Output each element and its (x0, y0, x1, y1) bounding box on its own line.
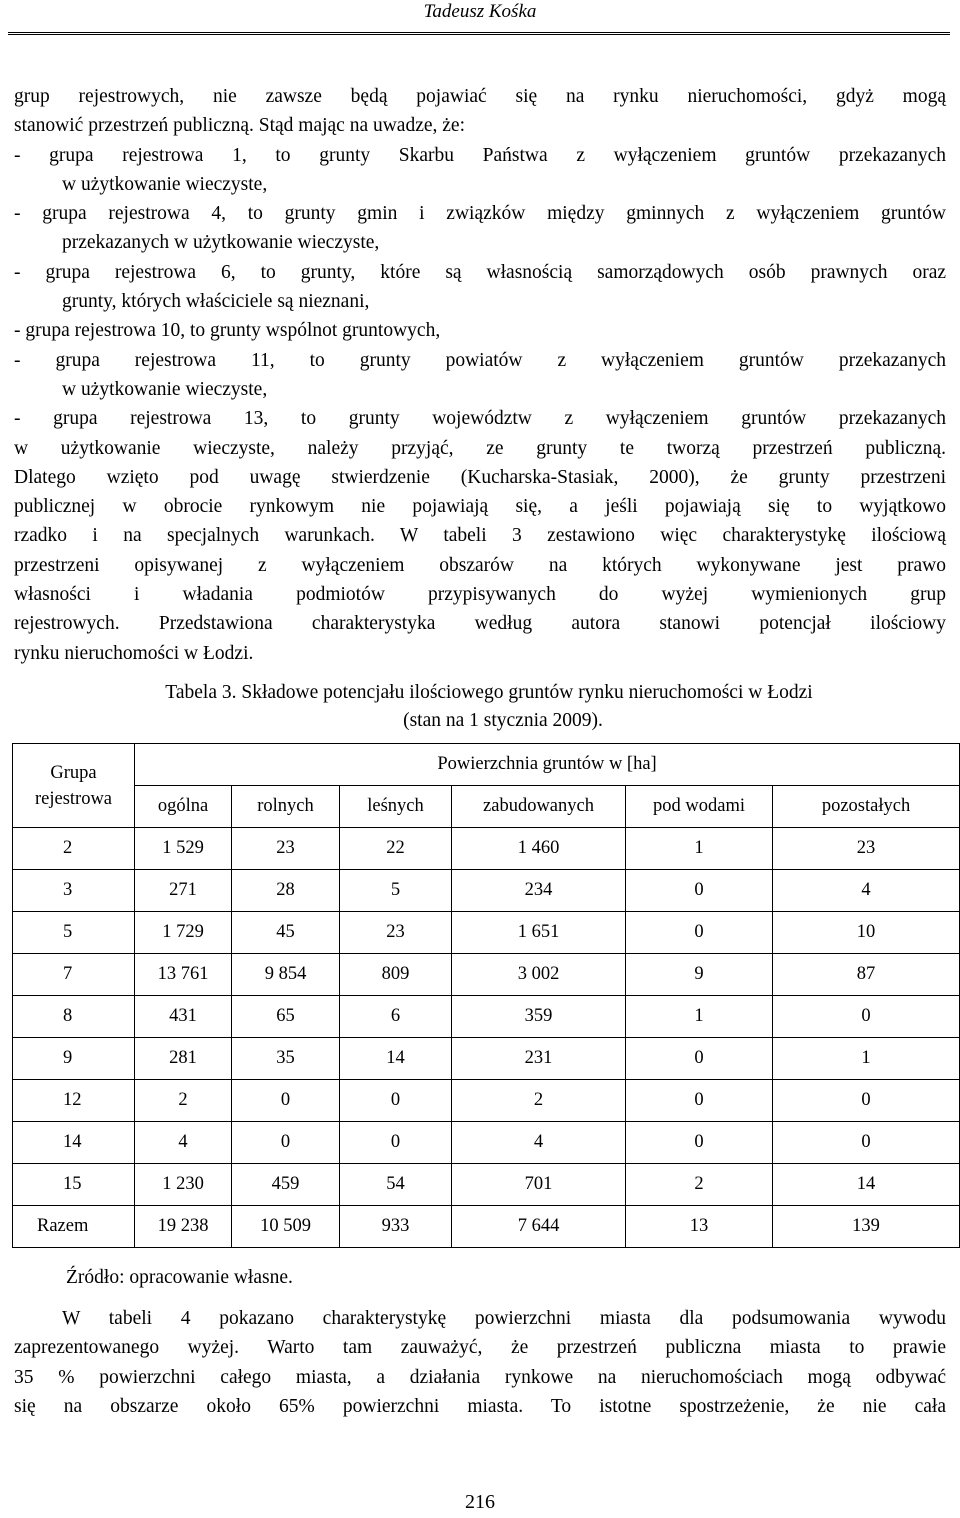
table-cell: 0 (626, 1122, 773, 1164)
table-cell: 0 (773, 996, 960, 1038)
table-cell: 4 (452, 1122, 626, 1164)
table-cell: 701 (452, 1164, 626, 1206)
table-caption-line2: (stan na 1 stycznia 2009). (403, 710, 603, 731)
text-line: w użytkowanie wieczyste, (62, 378, 268, 400)
text-line: - grupa rejestrowa 11, to grunty powiatów z wyłączeniem gruntów przekazanych (14, 349, 946, 371)
table-cell: 0 (232, 1080, 340, 1122)
table-row (13, 1206, 960, 1248)
table-cell: 2 (135, 1080, 232, 1122)
group-header-line2: rejestrowa (34, 788, 113, 809)
text-line: grunty, których właściciele są nieznani, (62, 291, 370, 313)
table-cell: 0 (773, 1122, 960, 1164)
table-caption (14, 679, 946, 735)
text-line: się na obszarze około 65% powierzchni miasta. To istotne spostrzeżenie, że nie cała (14, 1395, 946, 1417)
row-group-cell: 12 (13, 1080, 135, 1122)
table-cell: 65 (232, 996, 340, 1038)
table-cell: 0 (626, 1038, 773, 1080)
column-header: ogólna (135, 786, 232, 828)
table-cell: 2 (452, 1080, 626, 1122)
text-line: publicznej w obrocie rynkowym nie pojawiają się, a jeśli pojawiają się to wyjątkowo (14, 496, 946, 518)
table-cell: 4 (135, 1122, 232, 1164)
table-cell: 281 (135, 1038, 232, 1080)
table-cell: 1 460 (452, 828, 626, 870)
text-line: 35 % powierzchni całego miasta, a działania rynkowe na nieruchomościach mogą odbywać (14, 1366, 946, 1388)
table-cell: 234 (452, 870, 626, 912)
table-cell: 14 (773, 1164, 960, 1206)
header-author: Tadeusz Kośka (423, 1, 537, 22)
table-head (13, 744, 960, 828)
table-cell: 22 (340, 828, 452, 870)
table-cell: 0 (232, 1122, 340, 1164)
running-header (0, 0, 960, 36)
table-cell: 0 (626, 870, 773, 912)
table-row (13, 1164, 960, 1206)
table-cell: 1 (773, 1038, 960, 1080)
row-group-cell: 9 (13, 1038, 135, 1080)
table-cell: 13 761 (135, 954, 232, 996)
table-row (13, 1080, 960, 1122)
table-caption-line1: Tabela 3. Składowe potencjału ilościowego gruntów rynku nieruchomości w Łodzi (165, 682, 813, 703)
column-header: pozostałych (773, 786, 960, 828)
table-cell: 1 (626, 828, 773, 870)
table-cell: 933 (340, 1206, 452, 1248)
table-cell: 2 (626, 1164, 773, 1206)
table-cell: 28 (232, 870, 340, 912)
table-cell: 1 729 (135, 912, 232, 954)
text-line: w użytkowanie wieczyste, należy przyjąć, ze grunty te tworzą przestrzeń publiczną. (14, 437, 946, 459)
table-cell: 1 529 (135, 828, 232, 870)
table-cell: 431 (135, 996, 232, 1038)
table-cell: 54 (340, 1164, 452, 1206)
text-line: - grupa rejestrowa 1, to grunty Skarbu Państwa z wyłączeniem gruntów przekazanych (14, 144, 946, 166)
table-cell: 14 (340, 1038, 452, 1080)
table-cell: 23 (773, 828, 960, 870)
text-line: przestrzeni opisywanej z wyłączeniem obszarów na których wykonywane jest prawo (14, 554, 946, 576)
table-cell: 3 002 (452, 954, 626, 996)
table-row (13, 954, 960, 996)
table-cell: 359 (452, 996, 626, 1038)
text-line: własności i władania podmiotów przypisywanych do wyżej wymienionych grup (14, 584, 946, 606)
table-cell: 10 509 (232, 1206, 340, 1248)
data-table (12, 743, 960, 1248)
text-line: Dlatego wzięto pod uwagę stwierdzenie (Kucharska-Stasiak, 2000), że grunty przestrzeni (14, 466, 946, 488)
table-cell: 6 (340, 996, 452, 1038)
table-cell: 9 (626, 954, 773, 996)
table-row (13, 870, 960, 912)
text-line: - grupa rejestrowa 4, to grunty gmin i związków między gminnych z wyłączeniem gruntów (14, 203, 946, 225)
row-group-cell: 8 (13, 996, 135, 1038)
table-cell: 0 (340, 1080, 452, 1122)
table-cell: 13 (626, 1206, 773, 1248)
table-cell: 1 651 (452, 912, 626, 954)
table-cell: 7 644 (452, 1206, 626, 1248)
column-header: pod wodami (626, 786, 773, 828)
text-line: - grupa rejestrowa 13, to grunty województw z wyłączeniem gruntów przekazanych (14, 408, 946, 430)
table-cell: 10 (773, 912, 960, 954)
table-cell: 1 (626, 996, 773, 1038)
table-cell: 87 (773, 954, 960, 996)
column-header: leśnych (340, 786, 452, 828)
area-header: Powierzchnia gruntów w [ha] (135, 744, 960, 786)
table-source: Źródło: opracowanie własne. (66, 1267, 293, 1288)
table-cell: 139 (773, 1206, 960, 1248)
table-cell: 0 (626, 912, 773, 954)
group-header (13, 744, 135, 828)
row-group-cell: 7 (13, 954, 135, 996)
text-line: W tabeli 4 pokazano charakterystykę powierzchni miasta dla podsumowania wywodu (62, 1308, 946, 1329)
text-line: grup rejestrowych, nie zawsze będą pojawiać się na rynku nieruchomości, gdyż mogą (14, 86, 946, 107)
table-cell: 0 (626, 1080, 773, 1122)
text-line: rynku nieruchomości w Łodzi. (14, 642, 254, 664)
table-cell: 459 (232, 1164, 340, 1206)
table-cell: 35 (232, 1038, 340, 1080)
group-header-line1: Grupa (50, 762, 97, 783)
row-group-cell: 2 (13, 828, 135, 870)
table-cell: 0 (340, 1122, 452, 1164)
text-line: rzadko i na specjalnych warunkach. W tabeli 3 zestawiono więc charakterystykę ilościową (14, 525, 946, 547)
table-row (13, 828, 960, 870)
table-row (13, 1038, 960, 1080)
row-group-cell: 5 (13, 912, 135, 954)
table-cell: 271 (135, 870, 232, 912)
body-paragraph-top (14, 82, 946, 668)
table-cell: 23 (232, 828, 340, 870)
column-header: zabudowanych (452, 786, 626, 828)
text-line: zaprezentowanego wyżej. Warto tam zauważyć, że przestrzeń publiczna miasta to prawie (14, 1337, 946, 1359)
table-cell: 231 (452, 1038, 626, 1080)
table-body (13, 828, 960, 1248)
row-group-cell: Razem (13, 1206, 135, 1248)
text-line: rejestrowych. Przedstawiona charakterystyka według autora stanowi potencjał ilościowy (14, 613, 946, 635)
column-header: rolnych (232, 786, 340, 828)
text-line: - grupa rejestrowa 10, to grunty wspólnot gruntowych, (14, 320, 441, 342)
table-cell: 45 (232, 912, 340, 954)
table-cell: 19 238 (135, 1206, 232, 1248)
table-row (13, 912, 960, 954)
text-line: w użytkowanie wieczyste, (62, 173, 268, 195)
text-line: - grupa rejestrowa 6, to grunty, które są własnością samorządowych osób prawnych oraz (14, 261, 946, 283)
text-line: stanowić przestrzeń publiczną. Stąd mając na uwadze, że: (14, 115, 466, 137)
table-cell: 5 (340, 870, 452, 912)
table-row (13, 996, 960, 1038)
table-cell: 23 (340, 912, 452, 954)
page-number: 216 (465, 1491, 495, 1513)
table-cell: 4 (773, 870, 960, 912)
table-cell: 809 (340, 954, 452, 996)
header-rule (8, 32, 950, 35)
row-group-cell: 15 (13, 1164, 135, 1206)
table-cell: 1 230 (135, 1164, 232, 1206)
table-cell: 9 854 (232, 954, 340, 996)
table-cell: 0 (773, 1080, 960, 1122)
table-row (13, 1122, 960, 1164)
text-line: przekazanych w użytkowanie wieczyste, (62, 232, 380, 254)
body-paragraph-bottom (14, 1304, 946, 1421)
row-group-cell: 14 (13, 1122, 135, 1164)
row-group-cell: 3 (13, 870, 135, 912)
